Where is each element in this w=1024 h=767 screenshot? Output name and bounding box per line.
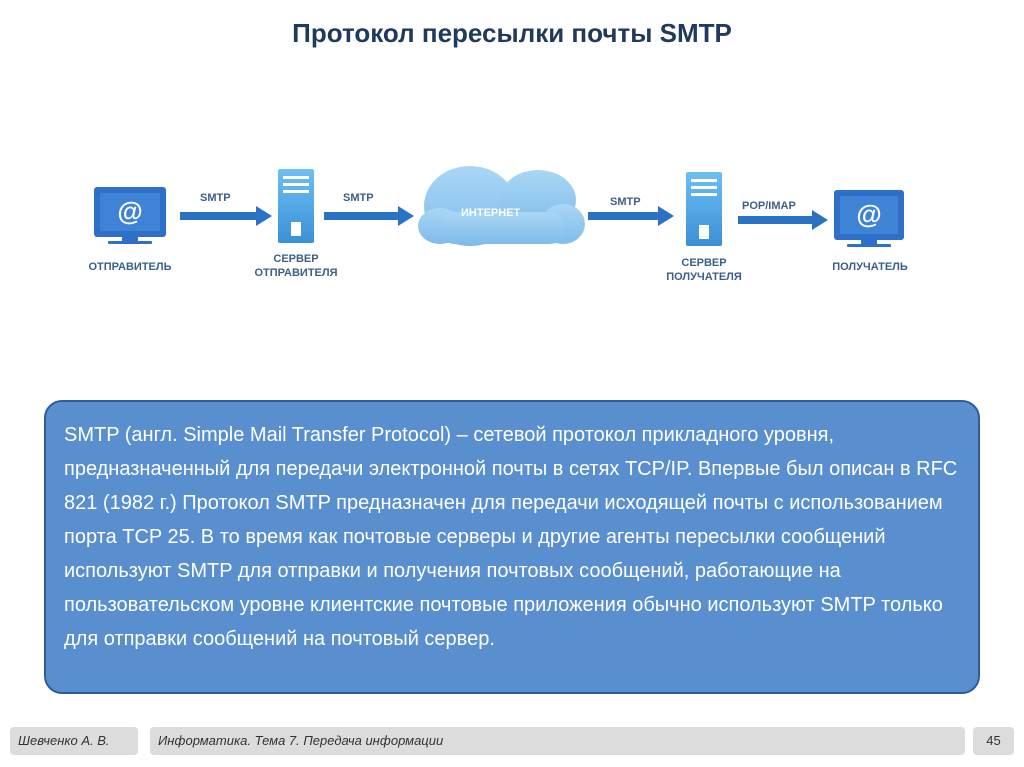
recipient-server-label: СЕРВЕР ПОЛУЧАТЕЛЯ (666, 257, 742, 283)
svg-text:@: @ (856, 199, 882, 229)
svg-text:@: @ (117, 196, 143, 226)
arrow-smtp-2 (324, 206, 414, 226)
sender-computer-icon (94, 187, 166, 244)
sender-label: ОТПРАВИТЕЛЬ (88, 261, 172, 273)
arrow-label-smtp-2: SMTP (343, 192, 374, 204)
sender-server-icon (278, 169, 314, 243)
smtp-flow-diagram (0, 150, 1024, 300)
arrow-label-smtp-1: SMTP (200, 192, 231, 204)
sender-server-label: СЕРВЕР ОТПРАВИТЕЛЯ (254, 253, 338, 279)
diagram-graphics (0, 150, 1024, 300)
recipient-computer-icon (834, 190, 904, 247)
smtp-description-text: SMTP (англ. Simple Mail Transfer Protocol) – сетевой протокол прикладного уровня, предназначенный для передачи электронной почты в сетях TCP/IP. Впервые был описан в RFC 821 (1982 г.) Протокол SMTP предназначен для передачи исходящей почты с использованием порта TCP 25. В то время как почтовые серверы и другие агенты пересылки сообщений используют SMTP для отправки и получения почтовых сообщений, работающие на пользовательском уровне клиентские почтовые приложения обычно используют SMTP только для отправки сообщений на почтовый сервер. (64, 424, 958, 650)
recipient-server-icon (686, 172, 722, 246)
arrow-smtp-3 (588, 206, 674, 226)
footer-topic: Информатика. Тема 7. Передача информации (150, 727, 965, 755)
arrow-label-pop-imap: POP/IMAP (742, 200, 796, 212)
footer-author: Шевченко А. В. (10, 727, 138, 755)
footer-page-number: 45 (973, 727, 1014, 755)
internet-cloud-icon (418, 166, 585, 246)
arrow-pop-imap (738, 210, 828, 230)
internet-label: ИНТЕРНЕТ (461, 207, 521, 219)
arrow-label-smtp-3: SMTP (610, 196, 641, 208)
recipient-label: ПОЛУЧАТЕЛЬ (832, 261, 908, 273)
smtp-description-box (44, 400, 980, 694)
arrow-smtp-1 (180, 206, 272, 226)
page-title: Протокол пересылки почты SMTP (292, 18, 732, 48)
